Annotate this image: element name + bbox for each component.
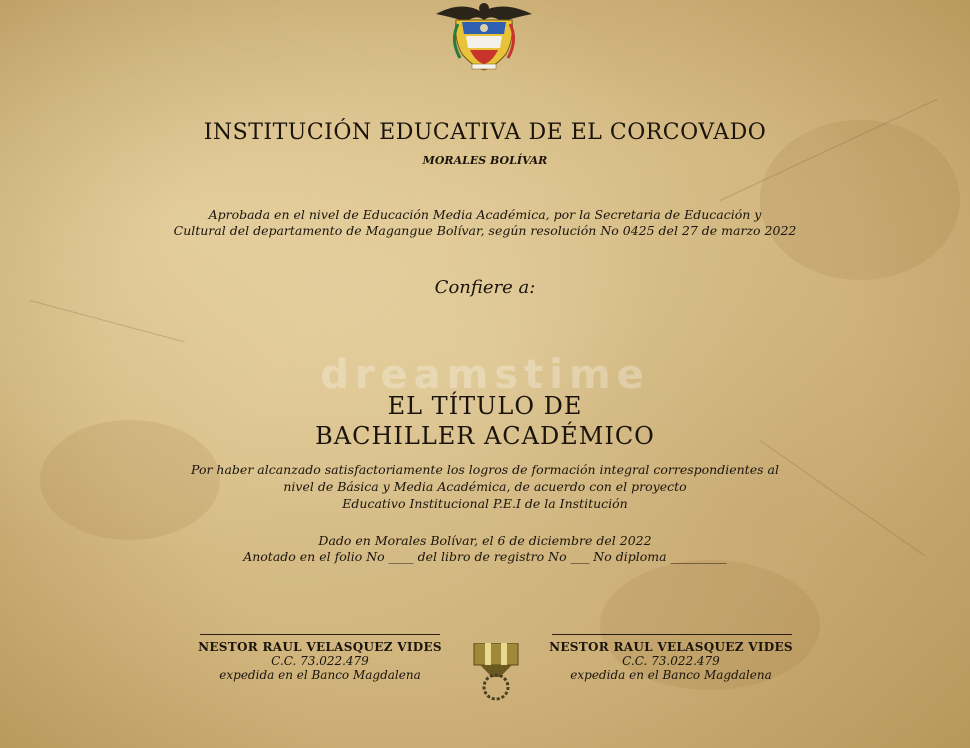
degree-line-2: BACHILLER ACADÉMICO [315, 422, 655, 450]
reason-line-2: nivel de Básica y Media Académica, de acuerdo con el proyecto [283, 479, 687, 494]
signer-name: NESTOR RAUL VELASQUEZ VIDES [198, 640, 442, 654]
approval-line-2: Cultural del departamento de Magangue Bolívar, según resolución No 0425 del 27 de marzo 2022 [173, 223, 797, 238]
signature-line-right [552, 634, 792, 635]
signer-name: NESTOR RAUL VELASQUEZ VIDES [549, 640, 793, 654]
confers-label: Confiere a: [434, 277, 536, 298]
signature-left [190, 640, 450, 682]
signer-issued: expedida en el Banco Magdalena [219, 668, 421, 682]
reason-line-1: Por haber alcanzado satisfactoriamente los logros de formación integral correspondientes al [191, 462, 779, 477]
medal-icon [470, 643, 522, 701]
registry-line: Anotado en el folio No ____ del libro de registro No ___ No diploma _________ [243, 549, 727, 564]
signature-right [541, 640, 801, 682]
issued-date: Dado en Morales Bolívar, el 6 de diciembre del 2022 [318, 533, 652, 548]
signer-id: C.C. 73.022.479 [271, 654, 369, 668]
parchment-crack [30, 300, 185, 342]
signer-id: C.C. 73.022.479 [622, 654, 720, 668]
watermark: dreamstime [320, 352, 650, 398]
institution-name: INSTITUCIÓN EDUCATIVA DE EL CORCOVADO [203, 120, 767, 145]
institution-location: MORALES BOLÍVAR [422, 154, 548, 167]
approval-line-1: Aprobada en el nivel de Educación Media Académica, por la Secretaria de Educación y [208, 207, 762, 222]
reason-line-3: Educativo Institucional P.E.I de la Institución [342, 496, 628, 511]
colombia-coat-of-arms-icon [432, 0, 536, 74]
signature-line-left [200, 634, 440, 635]
degree-line-1: EL TÍTULO DE [387, 392, 583, 420]
signer-issued: expedida en el Banco Magdalena [570, 668, 772, 682]
